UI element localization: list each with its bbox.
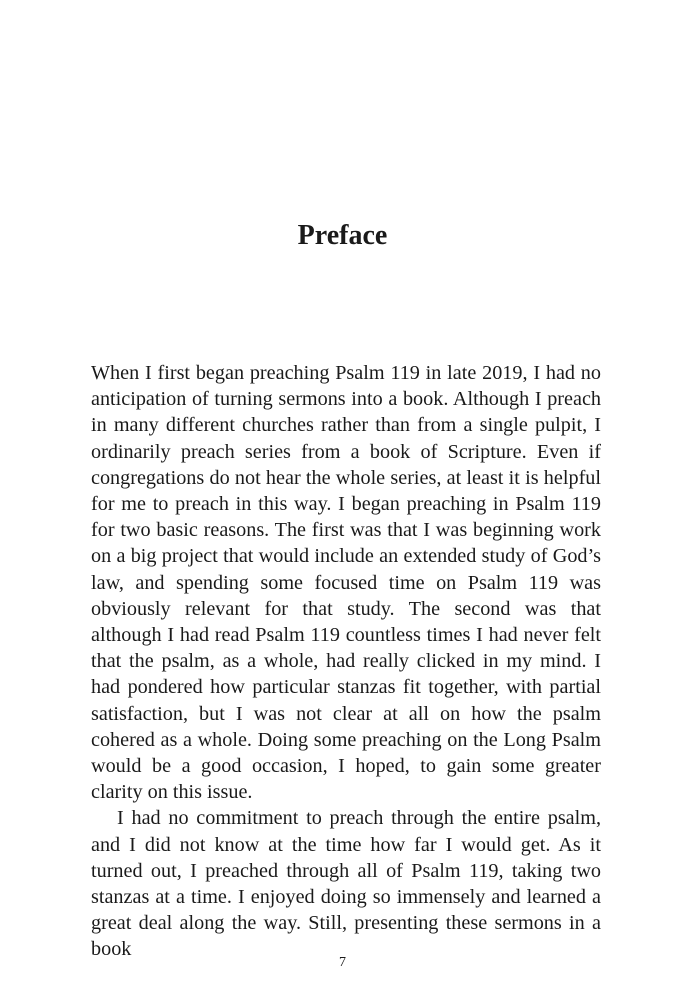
body-text — [91, 360, 601, 963]
paragraph-2: I had no commitment to preach through the entire psalm, and I did not know at the time how far I would get. As it turned out, I preached through all of Psalm 119, taking two stanzas at a time. I enjoyed doing so immensely and learned a great deal along the way. Still, presenting these sermons in a book — [91, 807, 601, 961]
chapter-title: Preface — [297, 220, 388, 251]
page-number: 7 — [339, 955, 346, 970]
paragraph-1: When I first began preaching Psalm 119 in late 2019, I had no anticipation of turning sermons into a book. Although I preach in many different churches rather than from a single pulpit, I ordinarily preach series from a book of Scripture. Even if congregations do not hear the whole series, at least it is helpful for me to preach in this way. I began preaching in Psalm 119 for two basic reasons. The first was that I was beginning work on a big project that would include an extended study of God’s law, and spending some focused time on Psalm 119 was obviously relevant for that study. The second was that although I had read Psalm 119 countless times I had never felt that the psalm, as a whole, had really clicked in my mind. I had pondered how particular stanzas fit together, with partial satisfaction, but I was not clear at all on how the psalm cohered as a whole. Doing some preaching on the Long Psalm would be a good occasion, I hoped, to gain some greater clarity on this issue. — [91, 362, 601, 804]
